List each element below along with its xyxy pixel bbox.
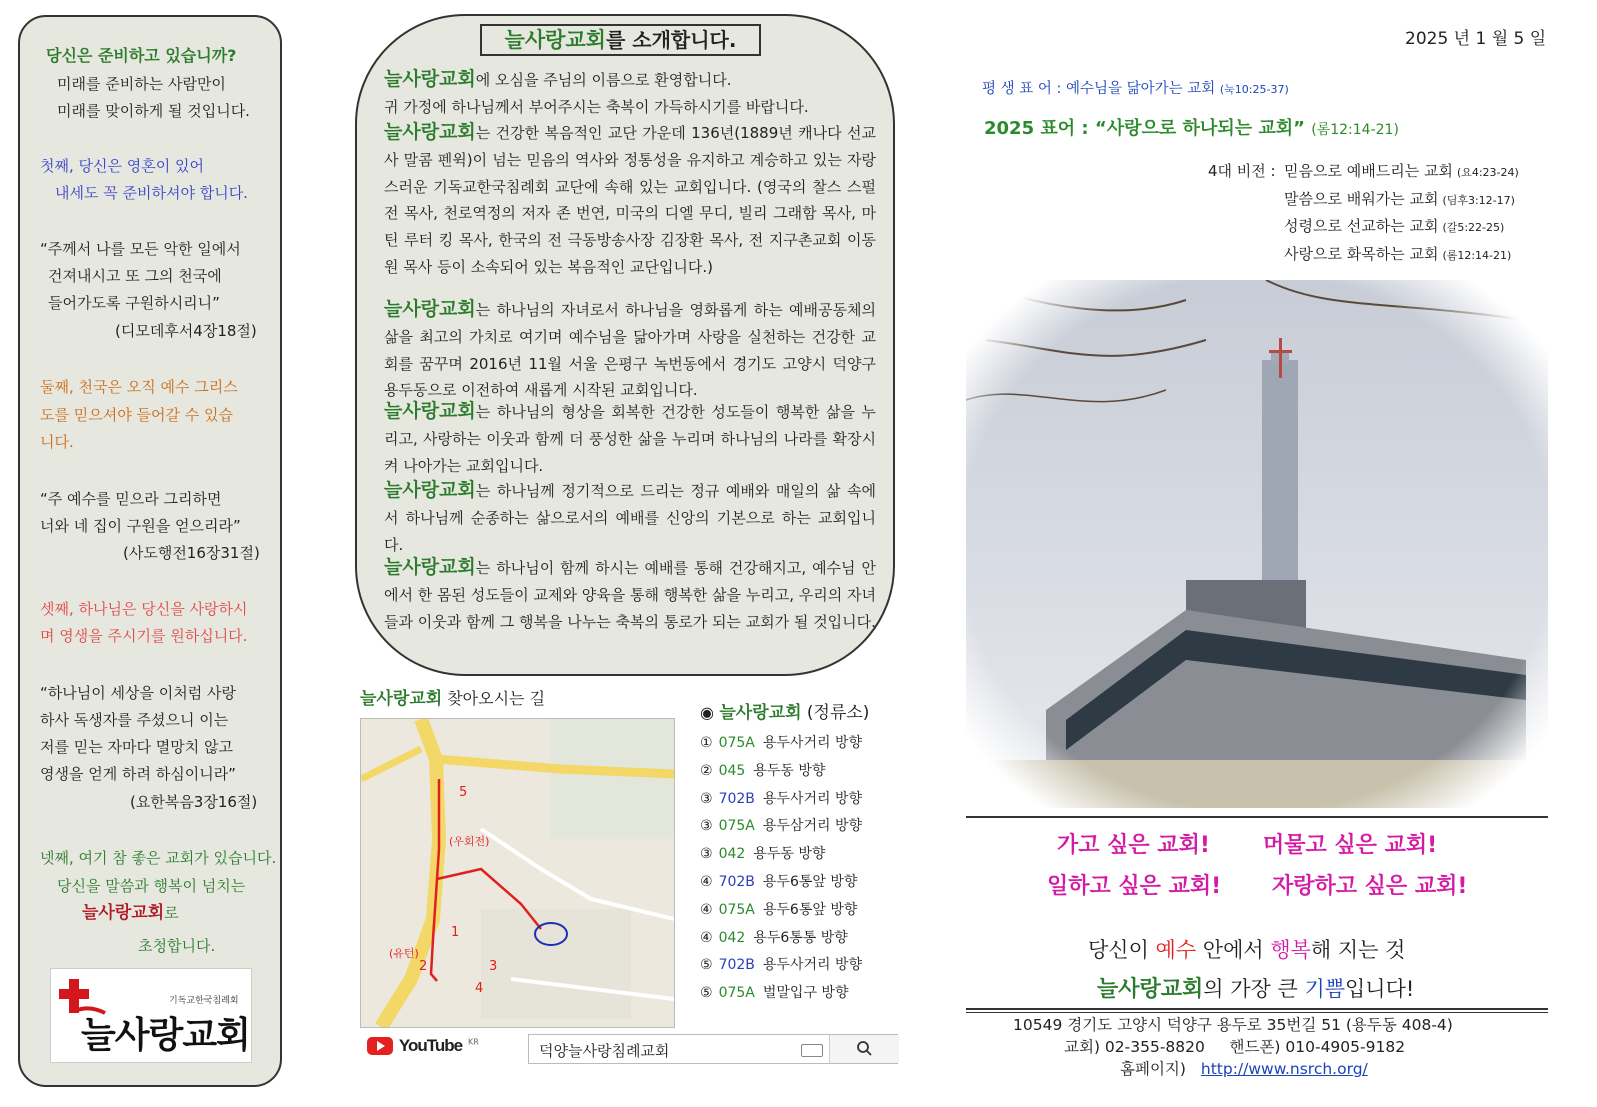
vision-text: 말씀으로 배워가는 교회 [1284, 189, 1439, 208]
bus-stop-number: ③ [700, 790, 713, 807]
bus-route-number: 075A [718, 818, 755, 835]
slogan-1a: 가고 싶은 교회! [1057, 833, 1210, 858]
msg2-joy: 기쁨 [1304, 977, 1346, 1001]
msg1-part-c: 해 지는 것 [1310, 938, 1406, 962]
bus-stop-number: ③ [700, 846, 713, 863]
map-stop-4: 4 [475, 981, 484, 996]
third-line-2: 며 영생을 주시기를 원하십니다. [40, 627, 248, 645]
homepage-label: 홈페이지) [1120, 1060, 1186, 1078]
church-photo [966, 280, 1548, 808]
bus-stop-number: ⑤ [700, 957, 713, 974]
logo-church-name: 늘사랑교회 [81, 1015, 250, 1056]
church-logo [50, 968, 252, 1063]
homepage-link[interactable]: http://www.nsrch.org/ [1200, 1060, 1368, 1078]
verse2-line-1: “주 예수를 믿으라 그리하면 [40, 490, 222, 508]
lifetime-motto [982, 77, 1289, 98]
bus-stop-number: ④ [700, 901, 713, 918]
bus-direction: 용두사거리 방향 [762, 957, 863, 974]
intro-p3: 는 하나님의 자녀로서 하나님을 영화롭게 하는 예배공동체의 삶을 최고의 가치로 여기며 예수님을 닮아가며 사랑을 실천하는 건강한 교회를 꿈꾸며 2016년 11월 서울 은평구 녹번동에서 경기도 고양시 덕양구 용두동으로 이전하여 새롭게 시작된 교회입니다. [384, 301, 876, 400]
directions-title [360, 684, 545, 709]
bus-route-item [700, 732, 862, 752]
vision-item [1284, 160, 1519, 181]
bus-route-item [700, 954, 862, 974]
intro-paragraph-5 [384, 477, 876, 558]
second-line-3: 니다. [40, 433, 74, 451]
phone-numbers: 교회) 02-355-8820 핸드폰) 010-4905-9182 [1064, 1038, 1406, 1056]
homepage-line [1120, 1057, 1368, 1079]
intro-p1a: 에 오심을 주님의 이름으로 환영합니다. [475, 71, 732, 89]
bus-stop-number: ③ [700, 818, 713, 835]
bus-route-item [700, 843, 825, 863]
logo-denomination: 기독교한국침례회 [169, 996, 239, 1006]
intro-title-church: 늘사랑교회 [504, 28, 606, 52]
invite-church-name: 늘사랑교회 [82, 903, 165, 923]
motto-text: 예수님을 닮아가는 교회 [1065, 81, 1216, 97]
divider-bottom-1 [966, 1008, 1548, 1010]
question-heading: 당신은 준비하고 있습니까? [46, 46, 237, 65]
bus-route-number: 075A [718, 901, 755, 918]
bus-route-number: 075A [718, 985, 755, 1002]
church-name-inline: 늘사랑교회 [384, 68, 476, 90]
bus-route-item [700, 982, 848, 1002]
bus-route-number: 045 [718, 762, 746, 779]
intro-p6: 는 하나님이 함께 하시는 예배를 통해 건강해지고, 예수님 안에서 한 몸된 성도들이 교제와 양육을 통해 행복한 삶을 누리고, 우리의 자녀들과 이웃과 함께 그 행복을 나누는 축복의 통로가 되는 교회가 될 것입니다. [384, 559, 876, 631]
first-line-2: 내세도 꼭 준비하셔야 합니다. [55, 184, 248, 202]
bus-route-item [700, 871, 857, 891]
intro-p4: 는 하나님의 형상을 회복한 건강한 성도들이 행복한 삶을 누리고, 사랑하는 이웃과 함께 더 풍성한 삶을 누리며 하나님의 나라를 확장시켜 나아가는 교회입니다. [384, 403, 876, 475]
intro-p2: 는 건강한 복음적인 교단 가운데 136년(1889년 캐나다 선교사 말콤 펜윅)이 넘는 믿음의 역사와 정통성을 유지하고 계승하고 있는 자랑스러운 기독교한국침례회 교단에 속해 있는 교회입니다. (영국의 찰스 스펄전 목사, 천로역정의 저자 존 번연, 미국의 디엘 무디, 빌리 그래함 목사, 마틴 루터 킹 목사, 한국의 전 극동방송사장 김장환 목사, 전 지구촌교회 이동원 목사 등이 소속되어 있는 복음적인 교단입니다.) [384, 124, 876, 276]
divider-top [966, 816, 1548, 818]
vision-text: 성령으로 선교하는 교회 [1284, 217, 1439, 235]
message-line-2 [1097, 972, 1414, 1003]
message-line-1 [1088, 934, 1405, 964]
fourth-line-2: 당신을 말씀과 행복이 넘치는 [57, 877, 246, 895]
bus-direction: 벌말입구 방향 [762, 985, 849, 1002]
bus-route-number: 042 [718, 929, 746, 946]
search-button[interactable] [829, 1035, 899, 1063]
year-motto-label: 2025 표어 : [984, 118, 1089, 139]
second-line-2: 도를 믿으셔야 들어갈 수 있습 [40, 406, 233, 424]
youtube-wordmark: YouTube [398, 1036, 463, 1055]
verse1-line-2: 건져내시고 또 그의 천국에 [48, 267, 222, 285]
second-line-1: 둘째, 천국은 오직 예수 그리스 [40, 378, 238, 396]
map-stop-2: 2 [419, 959, 428, 974]
slogan-1b: 머물고 싶은 교회! [1263, 833, 1438, 858]
intro-paragraph-4 [384, 398, 876, 479]
church-name-inline: 늘사랑교회 [384, 298, 476, 320]
bus-direction: 용두6통앞 방향 [762, 901, 858, 918]
invite-church-line [82, 900, 179, 927]
bus-route-item [700, 927, 848, 947]
map-stop-3: 3 [489, 959, 498, 974]
intro-paragraph-6 [384, 554, 876, 635]
msg1-part-b: 안에서 [1196, 938, 1271, 962]
verse1-line-1: “주께서 나를 모든 악한 일에서 [40, 240, 241, 258]
bus-stops-title [700, 698, 869, 723]
slogan-2a: 일하고 싶은 교회! [1047, 874, 1222, 899]
verse3-ref: (요한복음3장16절) [130, 793, 258, 811]
first-line-1: 첫째, 당신은 영혼이 있어 [40, 157, 204, 175]
church-name-inline: 늘사랑교회 [384, 556, 476, 578]
bus-direction: 용두사거리 방향 [762, 790, 863, 807]
verse3-line-1: “하나님이 세상을 이처럼 사랑 [40, 684, 236, 702]
intro-title [480, 24, 761, 56]
search-text: 덕양늘사랑침례교회 [539, 1042, 670, 1060]
map-stop-1: 1 [451, 925, 460, 940]
vision-text: 믿음으로 예배드리는 교회 [1284, 162, 1453, 180]
verse1-ref: (디모데후서4장18절) [115, 322, 257, 340]
year-motto [984, 114, 1399, 140]
vision-item [1284, 215, 1504, 236]
search-icon [830, 1035, 899, 1063]
bus-direction: 용두6통통 방향 [753, 929, 848, 946]
bus-route-item [700, 899, 857, 919]
vision-item [1284, 188, 1515, 209]
verse3-line-2: 하사 독생자를 주셨으니 이는 [40, 711, 229, 729]
church-name-inline: 늘사랑교회 [384, 400, 476, 422]
youtube-search-box[interactable] [528, 1034, 898, 1064]
bus-title-church: 늘사랑교회 [719, 703, 802, 723]
invite-text: 초청합니다. [138, 937, 216, 955]
slogan-2b: 자랑하고 싶은 교회! [1272, 874, 1468, 899]
bus-route-item [700, 788, 862, 808]
intro-paragraph-1 [384, 66, 876, 121]
map-graphic [361, 719, 674, 1027]
intro-p1b: 귀 가정에 하나님께서 부어주시는 축복이 가득하시기를 바랍니다. [384, 97, 809, 116]
bulletin-date: 2025 년 1 월 5 일 [1405, 29, 1547, 49]
motto-ref: (눅10:25-37) [1219, 83, 1289, 96]
third-line-1: 셋째, 하나님은 당신을 사랑하시 [40, 600, 248, 618]
msg1-happiness: 행복 [1270, 938, 1311, 962]
directions-title-rest: 찾아오시는 길 [447, 689, 546, 708]
directions-church: 늘사랑교회 [360, 689, 443, 709]
location-map[interactable] [360, 718, 675, 1028]
map-label-u-turn: (유턴) [389, 947, 419, 960]
intro-paragraph-2 [384, 119, 876, 281]
bus-route-number: 702B [718, 957, 755, 974]
bus-route-number: 702B [718, 790, 755, 807]
year-motto-ref: (롬12:14-21) [1311, 122, 1399, 138]
verse1-line-3: 들어가도록 구원하시리니” [48, 294, 220, 312]
bus-route-number: 702B [718, 874, 755, 890]
church-building-image [966, 280, 1548, 808]
motto-label: 평 생 표 어 : [982, 81, 1062, 97]
intro-title-rest: 를 소개합니다. [605, 28, 737, 52]
vision-ref: (딤후3:12-17) [1442, 193, 1515, 207]
address: 10549 경기도 고양시 덕양구 용두로 35번길 51 (용두동 408-4) [1013, 1016, 1453, 1034]
youtube-play-icon [367, 1037, 393, 1055]
vision-item [1284, 243, 1511, 264]
bus-stop-number: ④ [700, 929, 713, 946]
msg2-part-a: 의 가장 큰 [1203, 977, 1305, 1001]
vision-ref: (갈5:22-25) [1442, 221, 1505, 234]
invite-to: 로 [164, 904, 179, 922]
year-motto-text: “사랑으로 하나되는 교회” [1094, 118, 1305, 139]
bus-direction: 용두사거리 방향 [762, 735, 862, 751]
msg1-jesus: 예수 [1155, 938, 1197, 962]
bus-stop-number: ② [700, 762, 713, 779]
target-icon: ◉ [700, 703, 714, 722]
bus-direction: 용두삼거리 방향 [762, 818, 862, 835]
intro-line-2: 미래를 맞이하게 될 것입니다. [57, 102, 250, 120]
youtube-logo[interactable] [367, 1036, 479, 1056]
intro-p5: 는 하나님께 정기적으로 드리는 정규 예배와 매일의 삶 속에서 하나님께 순종하는 삶으로서의 예배를 신앙의 기본으로 하는 교회입니다. [384, 482, 876, 554]
bus-route-item [700, 815, 862, 835]
msg1-part-a: 당신이 [1088, 938, 1156, 962]
map-label-right-turn: (우회전) [449, 835, 490, 848]
keyboard-icon[interactable] [801, 1044, 823, 1057]
youtube-region: KR [468, 1037, 479, 1047]
vision-label: 4대 비전 : [1208, 162, 1276, 180]
vision-ref: (롬12:14-21) [1442, 248, 1512, 262]
bus-direction: 용두6통앞 방향 [762, 874, 858, 890]
bus-route-number: 042 [718, 846, 746, 863]
bus-route-number: 075A [718, 735, 755, 751]
verse2-ref: (사도행전16장31절) [123, 544, 260, 562]
verse2-line-2: 너와 네 집이 구원을 얻으리라” [40, 517, 241, 535]
church-name-inline: 늘사랑교회 [384, 121, 476, 143]
vision-ref: (요4:23-24) [1456, 166, 1519, 179]
vision-text: 사랑으로 화목하는 교회 [1284, 244, 1439, 263]
msg2-church: 늘사랑교회 [1097, 977, 1204, 1002]
verse3-line-3: 저를 믿는 자마다 멸망치 않고 [40, 738, 233, 756]
fourth-line-1: 넷째, 여기 참 좋은 교회가 있습니다. [40, 849, 277, 867]
bus-direction: 용두동 방향 [753, 762, 826, 779]
church-name-inline: 늘사랑교회 [384, 479, 476, 501]
bus-direction: 용두동 방향 [753, 846, 826, 863]
intro-line-1: 미래를 준비하는 사람만이 [57, 75, 226, 93]
bus-route-item [700, 760, 825, 780]
intro-paragraph-3 [384, 296, 876, 404]
map-stop-5: 5 [459, 785, 468, 800]
bus-stop-number: ① [700, 735, 713, 751]
msg2-part-b: 입니다! [1345, 977, 1415, 1001]
bus-stop-number: ⑤ [700, 985, 713, 1002]
verse3-line-4: 영생을 얻게 하려 하심이니라” [40, 765, 236, 783]
bus-title-rest: (정류소) [806, 703, 870, 723]
bus-stop-number: ④ [700, 874, 713, 890]
